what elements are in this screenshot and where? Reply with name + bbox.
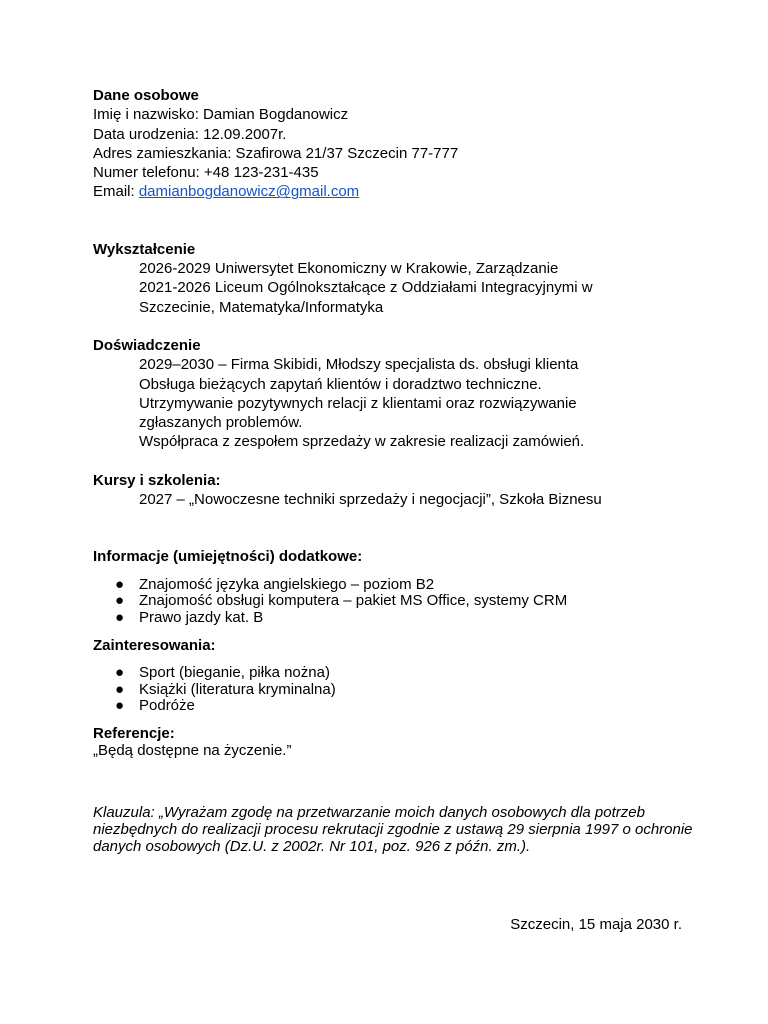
gdpr-clause: Klauzula: „Wyrażam zgodę na przetwarzanie moich danych osobowych dla potrzeb niezbędnych do realizacji procesu rekrutacji zgodnie z ustawą 29 sierpnia 1997 o ochronie danych osobowych (Dz.U. z 2002r. Nr 101, poz. 926 z późn. zm.). xyxy=(93,803,693,855)
bullet-icon: ● xyxy=(115,592,125,610)
job-duty: Współpraca z zespołem sprzedaży w zakresie realizacji zamówień. xyxy=(139,433,585,451)
experience-heading: Doświadczenie xyxy=(93,336,201,354)
course-item: 2027 – „Nowoczesne techniki sprzedaży i negocjacji”, Szkoła Biznesu xyxy=(139,491,602,509)
interest-text: Podróże xyxy=(139,697,195,715)
skill-text: Znajomość obsługi komputera – pakiet MS Office, systemy CRM xyxy=(139,592,568,610)
skills-section xyxy=(93,547,693,626)
references-text: „Będą dostępne na życzenie.” xyxy=(93,741,292,759)
phone-number: Numer telefonu: +48 123-231-435 xyxy=(93,164,319,182)
education-section xyxy=(93,240,693,317)
interests-list xyxy=(93,665,693,715)
job-duty: Utrzymywanie pozytywnych relacji z klientami oraz rozwiązywanie zgłaszanych problemów. xyxy=(139,394,577,432)
list-item xyxy=(93,593,693,610)
email-link[interactable]: damianbogdanowicz@gmail.com xyxy=(138,183,360,201)
skills-heading: Informacje (umiejętności) dodatkowe: xyxy=(93,548,363,566)
bullet-icon: ● xyxy=(115,608,125,626)
bullet-icon: ● xyxy=(115,697,125,715)
references-section xyxy=(93,725,693,759)
education-list xyxy=(93,259,619,317)
list-item xyxy=(93,698,693,715)
place-date-signoff: Szczecin, 15 maja 2030 r. xyxy=(510,916,682,933)
full-name: Imię i nazwisko: Damian Bogdanowicz xyxy=(93,106,349,124)
skill-text: Znajomość języka angielskiego – poziom B2 xyxy=(139,575,435,593)
education-heading: Wykształcenie xyxy=(93,240,196,258)
birth-date: Data urodzenia: 12.09.2007r. xyxy=(93,125,287,143)
interest-text: Książki (literatura kryminalna) xyxy=(139,680,336,698)
bullet-icon: ● xyxy=(115,664,125,682)
interest-text: Sport (bieganie, piłka nożna) xyxy=(139,664,330,682)
experience-list xyxy=(93,355,619,451)
list-item xyxy=(93,682,693,699)
address: Adres zamieszkania: Szafirowa 21/37 Szczecin 77-777 xyxy=(93,144,459,162)
experience-section xyxy=(93,336,693,452)
education-item: 2026-2029 Uniwersytet Ekonomiczny w Krakowie, Zarządzanie xyxy=(139,260,559,278)
personal-section xyxy=(93,86,693,202)
references-heading: Referencje: xyxy=(93,724,175,742)
interests-heading: Zainteresowania: xyxy=(93,637,216,655)
job-duty: Obsługa bieżących zapytań klientów i doradztwo techniczne. xyxy=(139,375,542,393)
education-item: 2021-2026 Liceum Ogólnokształcące z Oddziałami Integracyjnymi w Szczecinie, Matematyka/Informatyka xyxy=(139,279,593,316)
cv-document xyxy=(93,86,693,855)
courses-section xyxy=(93,471,693,510)
job-title: 2029–2030 – Firma Skibidi, Młodszy specjalista ds. obsługi klienta xyxy=(139,356,579,374)
skills-list xyxy=(93,577,693,627)
email-label: Email: xyxy=(93,183,139,201)
list-item xyxy=(93,665,693,682)
list-item xyxy=(93,610,693,627)
bullet-icon: ● xyxy=(115,680,125,698)
email-line xyxy=(93,182,693,201)
interests-section xyxy=(93,636,693,715)
skill-text: Prawo jazdy kat. B xyxy=(139,608,264,626)
courses-list xyxy=(93,490,619,509)
courses-heading: Kursy i szkolenia: xyxy=(93,471,221,489)
list-item xyxy=(93,577,693,594)
personal-heading: Dane osobowe xyxy=(93,87,199,104)
bullet-icon: ● xyxy=(115,575,125,593)
